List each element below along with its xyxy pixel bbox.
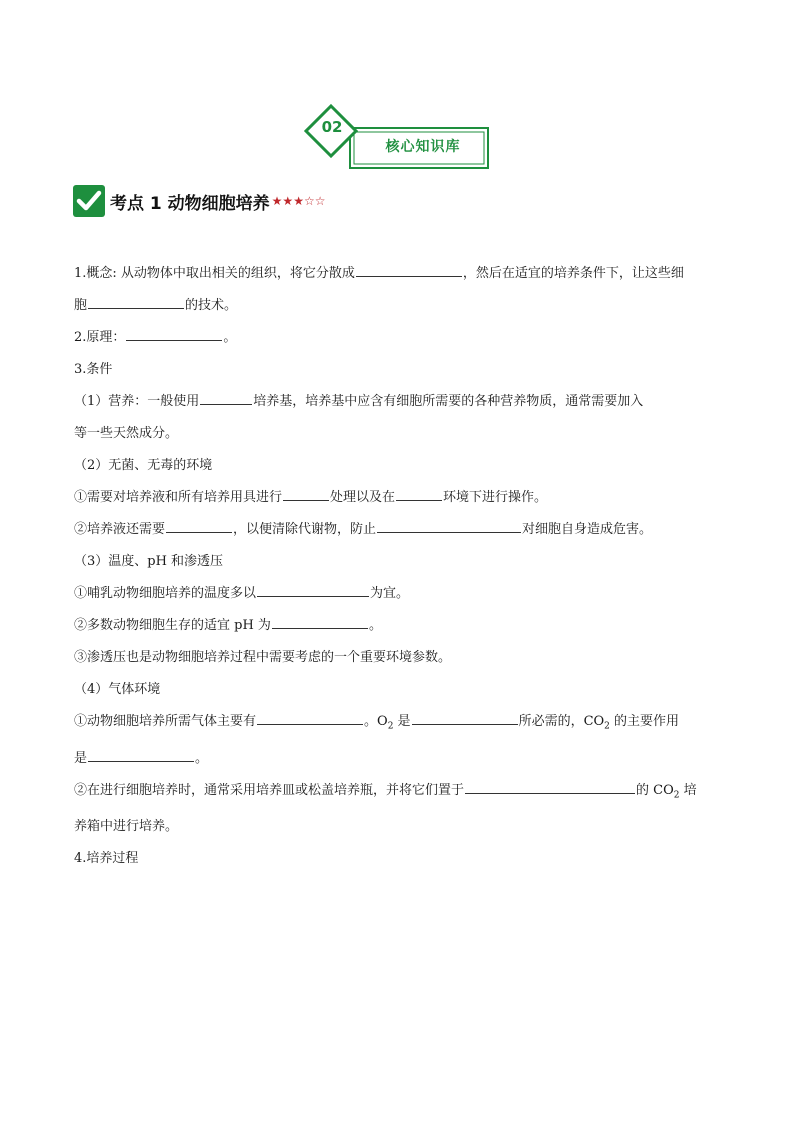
section-badge xyxy=(304,104,490,170)
blank-field[interactable] xyxy=(396,486,442,501)
content-body xyxy=(74,258,724,875)
principle-line: 2.原理： 。 xyxy=(74,322,724,354)
blank-field[interactable] xyxy=(257,582,369,597)
blank-field[interactable] xyxy=(200,390,252,405)
sterile-line-1: ①需要对培养液和所有培养用具进行 处理以及在 环境下进行操作。 xyxy=(74,482,724,514)
process-title: 4.培养过程 xyxy=(74,851,139,867)
blank-field[interactable] xyxy=(377,518,521,533)
topic-title: 考点 1 动物细胞培养 xyxy=(110,193,270,214)
checkmark-icon xyxy=(72,184,106,218)
gas-line-2: 是 。 xyxy=(74,743,724,775)
nutrition-line-2: 等一些天然成分。 xyxy=(74,426,179,441)
blank-field[interactable] xyxy=(88,294,184,309)
ph-line: ②多数动物细胞生存的适宜 pH 为 。 xyxy=(74,610,724,642)
nutrition-line-1: （1）营养：一般使用 培养基，培养基中应含有细胞所需要的各种营养物质，通常需要加入 xyxy=(74,386,724,418)
blank-field[interactable] xyxy=(126,326,222,341)
blank-field[interactable] xyxy=(166,518,232,533)
concept-line-2: 胞 的技术。 xyxy=(74,290,724,322)
blank-field[interactable] xyxy=(356,262,462,277)
blank-field[interactable] xyxy=(465,779,635,794)
blank-field[interactable] xyxy=(272,614,368,629)
gas-title: （4）气体环境 xyxy=(74,682,161,697)
concept-line-1: 1.概念: 从动物体中取出相关的组织，将它分散成 ，然后在适宜的培养条件下，让这些细 xyxy=(74,258,724,290)
topic-heading xyxy=(72,184,325,218)
temperature-title: （3）温度、pH 和渗透压 xyxy=(74,554,224,569)
gas-line-4: 养箱中进行培养。 xyxy=(74,819,179,835)
sterile-title: （2）无菌、无毒的环境 xyxy=(74,458,213,473)
gas-line-1: ①动物细胞培养所需气体主要有 。$O_2$ 是 所必需的，$CO_2$ 的主要作用 xyxy=(74,706,724,743)
conditions-title: 3.条件 xyxy=(74,362,113,377)
blank-field[interactable] xyxy=(257,710,363,725)
blank-field[interactable] xyxy=(283,486,329,501)
blank-field[interactable] xyxy=(412,710,518,725)
difficulty-stars: ★★★☆☆ xyxy=(271,194,326,208)
osmotic-line: ③渗透压也是动物细胞培养过程中需要考虑的一个重要环境参数。 xyxy=(74,650,452,665)
blank-field[interactable] xyxy=(88,747,194,762)
badge-number: 02 xyxy=(321,118,343,136)
sterile-line-2: ②培养液还需要 ，以便清除代谢物，防止 对细胞自身造成危害。 xyxy=(74,514,724,546)
badge-title: 核心知识库 xyxy=(385,139,461,155)
temperature-line: ①哺乳动物细胞培养的温度多以 为宜。 xyxy=(74,578,724,610)
gas-line-3: ②在进行细胞培养时，通常采用培养皿或松盖培养瓶，并将它们置于 的 $CO_2$ 培 xyxy=(74,775,724,812)
